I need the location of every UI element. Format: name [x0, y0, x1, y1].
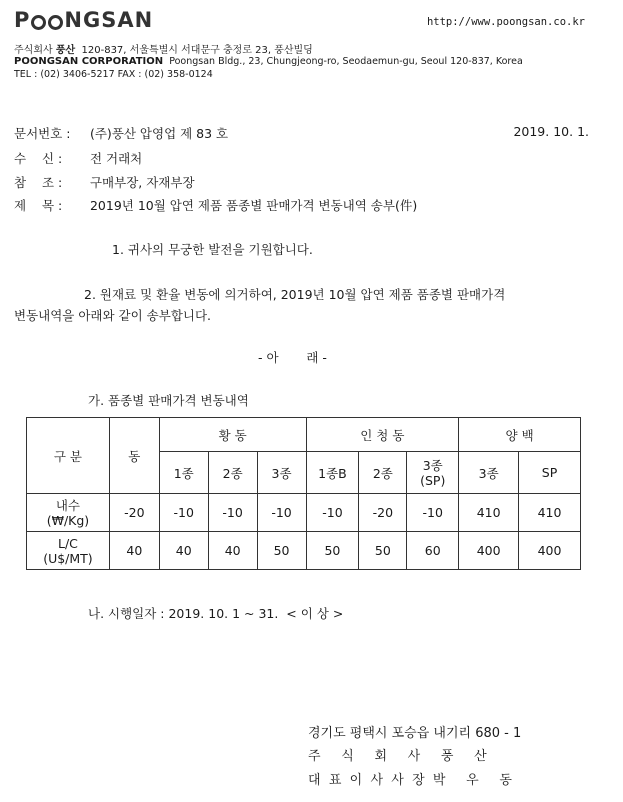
- table-cell: -10: [208, 494, 257, 532]
- company-en-name: POONGSAN CORPORATION: [14, 56, 164, 67]
- company-ko-address: 120-837, 서울특별시 서대문구 충정로 23, 풍산빌딩: [81, 45, 313, 56]
- table-cell: 50: [306, 532, 359, 570]
- row-label-line: (₩/Kg): [46, 512, 90, 528]
- row-label-line: (U$/MT): [43, 550, 93, 566]
- table-cell: 40: [109, 532, 159, 570]
- table-cell: 400: [519, 532, 581, 570]
- sub-header: 2종: [208, 452, 257, 494]
- subject-label: 제 목 :: [14, 198, 63, 213]
- table-cell: 50: [359, 532, 407, 570]
- sub-header: SP: [519, 452, 581, 494]
- company-logo: P NGSAN: [14, 8, 154, 32]
- company-ko-prefix: 주식회사: [14, 45, 53, 56]
- section-a-heading: 가. 품종별 판매가격 변동내역: [88, 393, 249, 408]
- table-cell: -10: [306, 494, 359, 532]
- paragraph-1: 1. 귀사의 무궁한 발전을 기원합니다.: [112, 242, 313, 257]
- header-category: 구 분: [27, 418, 110, 494]
- header-brass: 황 동: [159, 418, 306, 452]
- footer-company: 주 식 회 사 풍 산: [308, 749, 487, 764]
- row-label: [27, 532, 110, 570]
- table-cell: 40: [159, 532, 208, 570]
- sub-header: 3종: [257, 452, 306, 494]
- recipient: 전 거래처: [89, 151, 143, 166]
- doc-date: 2019. 10. 1.: [513, 124, 589, 139]
- sub-header: 2종: [359, 452, 407, 494]
- footer-address: 경기도 평택시 포승읍 내기리 680 - 1: [308, 726, 522, 741]
- table-row: [27, 494, 581, 532]
- table-cell: 50: [257, 532, 306, 570]
- table-cell: -10: [159, 494, 208, 532]
- below-heading: - 아 래 -: [258, 350, 327, 365]
- company-en-address: Poongsan Bldg., 23, Chungjeong-ro, Seodaemun-gu, Seoul 120-837, Korea: [169, 56, 523, 67]
- reference: 구매부장, 자재부장: [89, 175, 195, 190]
- subject-row: [14, 196, 417, 214]
- doc-number: (주)풍산 압영업 제 83 호: [89, 126, 229, 141]
- sub-header: 1종: [159, 452, 208, 494]
- company-ko-line: [14, 41, 313, 56]
- sub-header-line: 3종: [422, 457, 443, 473]
- sub-header: 3종: [459, 452, 519, 494]
- table-cell: 410: [459, 494, 519, 532]
- header-copper: 동: [109, 418, 159, 494]
- sub-header: 1종B: [306, 452, 359, 494]
- price-change-table: [26, 417, 581, 570]
- table-cell: -10: [407, 494, 459, 532]
- company-url[interactable]: http://www.poongsan.co.kr: [426, 16, 585, 28]
- table-cell: -10: [257, 494, 306, 532]
- table-row: [27, 532, 581, 570]
- header-nickel-silver: 양 백: [459, 418, 581, 452]
- paragraph-2-line-1: 2. 원재료 및 환율 변동에 의거하여, 2019년 10월 압연 제품 품종별 판매가격: [84, 287, 506, 302]
- recipient-label: 수 신 :: [14, 151, 63, 166]
- table-cell: -20: [359, 494, 407, 532]
- section-b-effective-date: 나. 시행일자 : 2019. 10. 1 ~ 31. < 이 상 >: [88, 606, 344, 621]
- row-label-line: 내수: [55, 497, 81, 513]
- table-cell: 60: [407, 532, 459, 570]
- row-label-line: L/C: [57, 535, 78, 551]
- recipient-row: [14, 149, 142, 167]
- sub-header: [407, 452, 459, 494]
- row-label: [27, 494, 110, 532]
- table-cell: 40: [208, 532, 257, 570]
- reference-label: 참 조 :: [14, 175, 63, 190]
- paragraph-2-line-2: 변동내역을 아래와 같이 송부합니다.: [14, 308, 212, 323]
- doc-number-label: 문서번호 :: [14, 126, 71, 141]
- company-ko-name: 풍산: [55, 45, 76, 56]
- doc-number-row: [14, 124, 228, 142]
- table-cell: 400: [459, 532, 519, 570]
- reference-row: [14, 173, 195, 191]
- tel-fax: TEL : (02) 3406-5217 FAX : (02) 358-0124: [14, 69, 213, 80]
- header-phosphor-bronze: 인 청 동: [306, 418, 459, 452]
- footer-ceo: 대 표 이 사 사 장 박 우 동: [308, 773, 512, 788]
- sub-header-line: (SP): [420, 472, 446, 488]
- table-cell: -20: [109, 494, 159, 532]
- company-en-line: [14, 56, 523, 67]
- table-cell: 410: [519, 494, 581, 532]
- subject: 2019년 10월 압연 제품 품종별 판매가격 변동내역 송부(件): [89, 198, 418, 213]
